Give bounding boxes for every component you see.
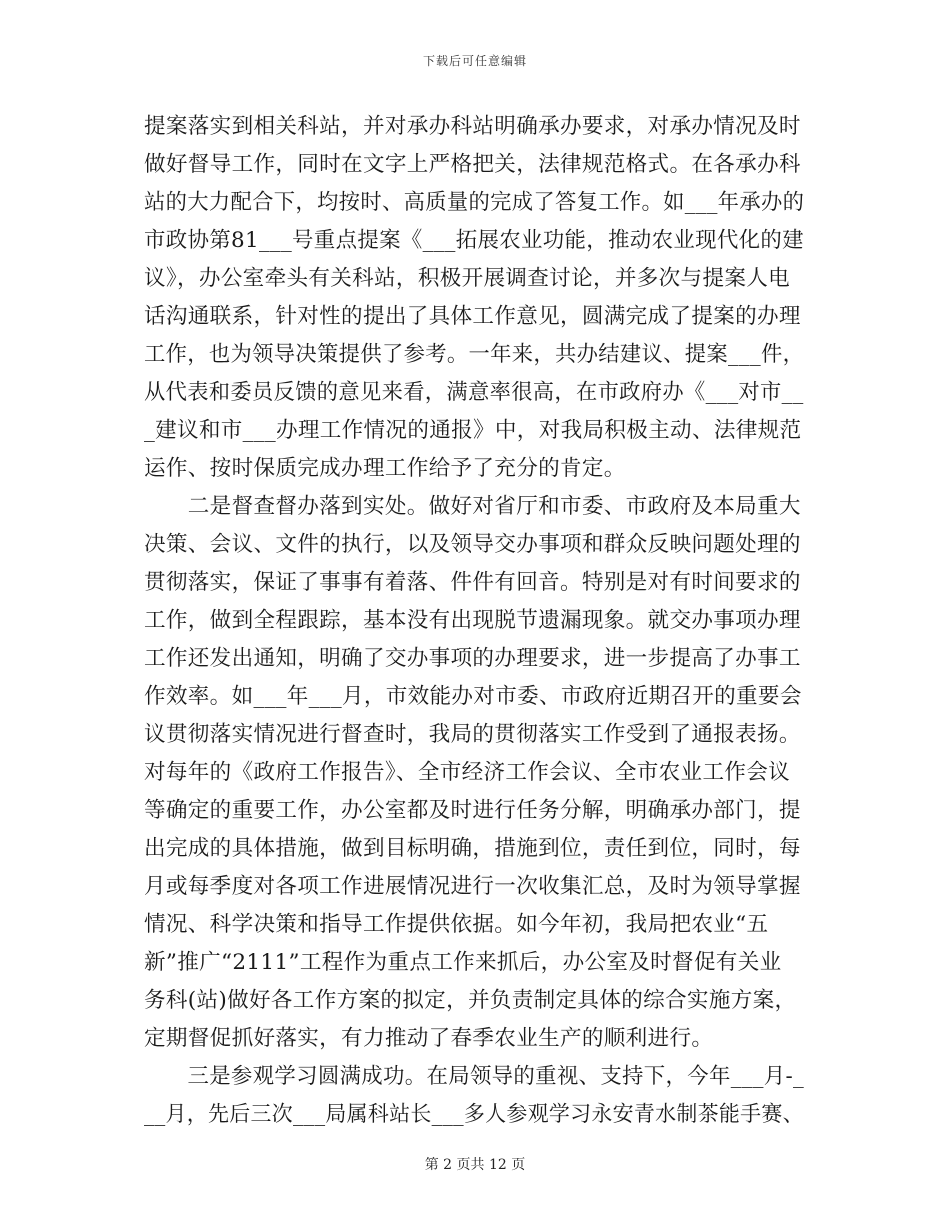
text-line: 工作，也为领导决策提供了参考。一年来，共办结建议、提案___件， bbox=[144, 342, 805, 367]
text-line: 情况、科学决策和指导工作提供依据。如今年初，我局把农业“五 bbox=[144, 912, 769, 937]
text-line: 新”推广“2111”工程作为重点工作来抓后，办公室及时督促有关业 bbox=[144, 950, 782, 975]
text-line: 作效率。如___年___月，市效能办对市委、市政府近期召开的重要会 bbox=[144, 684, 802, 709]
text-line: 话沟通联系，针对性的提出了具体工作意见，圆满完成了提案的办理 bbox=[144, 304, 801, 329]
text-line: 出完成的具体措施，做到目标明确，措施到位，责任到位，同时，每 bbox=[144, 836, 801, 861]
text-line: 工作还发出通知，明确了交办事项的办理要求，进一步提高了办事工 bbox=[144, 646, 801, 671]
text-line: 做好督导工作，同时在文字上严格把关，法律规范格式。在各承办科 bbox=[144, 152, 801, 177]
text-line: 运作、按时保质完成办理工作给予了充分的肯定。 bbox=[144, 456, 626, 481]
page-footer: 第 2 页共 12 页 bbox=[424, 1157, 526, 1173]
text-line: 从代表和委员反馈的意见来看，满意率很高，在市政府办《___对市__ bbox=[144, 380, 804, 405]
document-body bbox=[144, 108, 804, 1134]
text-line: 三是参观学习圆满成功。在局领导的重视、支持下，今年___月-_ bbox=[144, 1064, 805, 1089]
text-line: _建议和市___办理工作情况的通报》中，对我局积极主动、法律规范 bbox=[144, 418, 802, 443]
text-line: 市政协第81___号重点提案《___拓展农业功能，推动农业现代化的建 bbox=[144, 228, 804, 253]
text-line: 议贯彻落实情况进行督查时，我局的贯彻落实工作受到了通报表扬。 bbox=[144, 722, 801, 747]
text-line: 定期督促抓好落实，有力推动了春季农业生产的顺利进行。 bbox=[144, 1026, 714, 1051]
text-line: 二是督查督办落到实处。做好对省厅和市委、市政府及本局重大 bbox=[144, 494, 801, 519]
text-line: 月或每季度对各项工作进展情况进行一次收集汇总，及时为领导掌握 bbox=[144, 874, 801, 899]
text-line: 等确定的重要工作，办公室都及时进行任务分解，明确承办部门，提 bbox=[144, 798, 801, 823]
text-line: 提案落实到相关科站，并对承办科站明确承办要求，对承办情况及时 bbox=[144, 114, 801, 139]
page-header: 下载后可任意编辑 bbox=[422, 54, 527, 68]
text-line: 决策、会议、文件的执行，以及领导交办事项和群众反映问题处理的 bbox=[144, 532, 801, 557]
text-line: 对每年的《政府工作报告》、全市经济工作会议、全市农业工作会议 bbox=[144, 760, 791, 785]
text-line: 议》，办公室牵头有关科站，积极开展调查讨论，并多次与提案人电 bbox=[144, 266, 791, 291]
text-line: 务科(站)做好各工作方案的拟定，并负责制定具体的综合实施方案， bbox=[144, 988, 797, 1013]
text-line: 贯彻落实，保证了事事有着落、件件有回音。特别是对有时间要求的 bbox=[144, 570, 801, 595]
text-line: __月，先后三次___局属科站长___多人参观学习永安青水制茶能手赛、 bbox=[144, 1102, 804, 1127]
text-line: 工作，做到全程跟踪，基本没有出现脱节遗漏现象。就交办事项办理 bbox=[144, 608, 801, 633]
text-line: 站的大力配合下，均按时、高质量的完成了答复工作。如___年承办的 bbox=[144, 190, 805, 215]
